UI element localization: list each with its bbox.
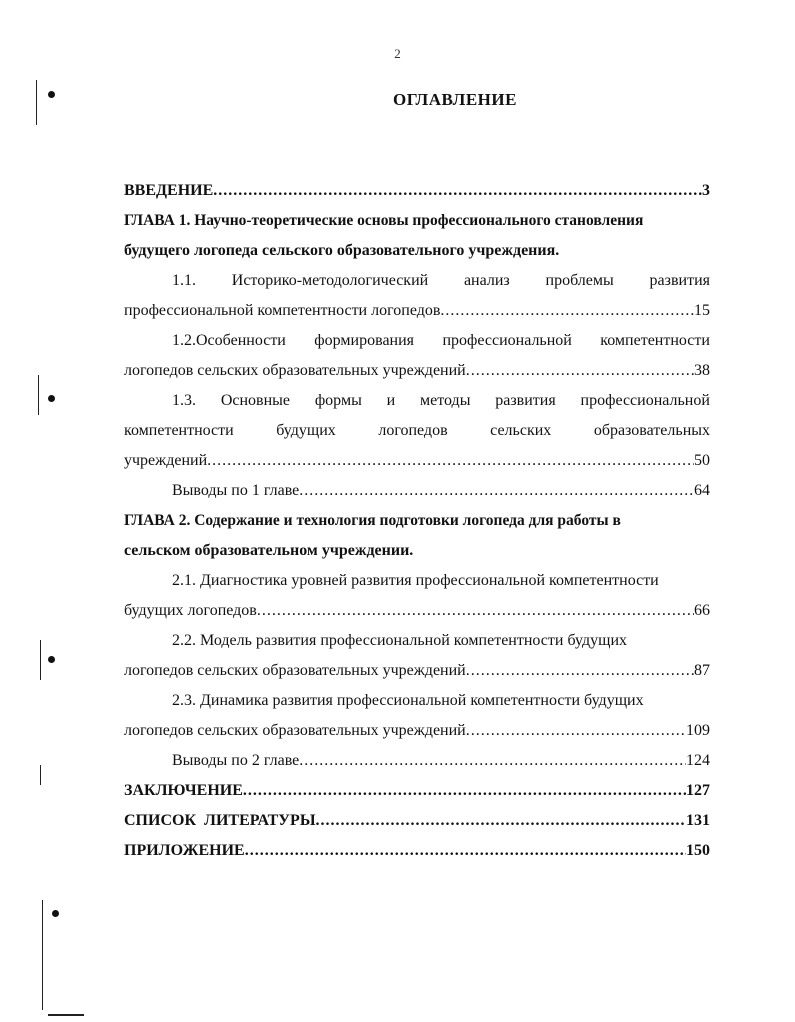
toc-section-1-3-line2[interactable]: компетентности будущих логопедов сельских образовательных — [124, 422, 710, 439]
margin-line — [40, 640, 41, 680]
binder-hole-mark — [48, 91, 55, 98]
margin-line — [42, 900, 43, 1010]
toc-section-2-3-line2[interactable]: логопедов сельских образовательных учреждений ..... 109 — [124, 716, 710, 746]
margin-line — [40, 765, 41, 785]
toc-section-1-2-line1[interactable]: 1.2.Особенности формирования профессиональной компетентности — [172, 332, 710, 349]
toc-chapter-2-line1[interactable]: ГЛАВА 2. Содержание и технология подготовки логопеда для работы в — [124, 512, 621, 529]
toc-entry-references[interactable]: СПИСОК ЛИТЕРАТУРЫ ..... 131 — [124, 806, 710, 836]
toc-entry-conclusion[interactable]: ЗАКЛЮЧЕНИЕ ..... 127 — [124, 776, 710, 806]
margin-line — [38, 375, 39, 415]
bottom-edge-mark — [48, 1014, 84, 1016]
binder-hole-mark — [48, 656, 55, 663]
toc-section-1-3-line1[interactable]: 1.3. Основные формы и методы развития профессиональной — [172, 392, 710, 409]
toc-conclusions-1[interactable]: Выводы по 1 главе ..... 64 — [124, 476, 710, 506]
toc-section-2-3-line1[interactable]: 2.3. Динамика развития профессиональной компетентности будущих — [172, 692, 644, 709]
toc-chapter-2-line2[interactable]: сельском образовательном учреждении. — [124, 542, 414, 559]
toc-chapter-1-line1[interactable]: ГЛАВА 1. Научно-теоретические основы профессионального становления — [124, 212, 644, 229]
toc-section-2-2-line1[interactable]: 2.2. Модель развития профессиональной компетентности будущих — [172, 632, 628, 649]
toc-section-1-3-line3[interactable]: учреждений ..... 50 — [124, 446, 710, 476]
toc-section-2-2-line2[interactable]: логопедов сельских образовательных учреждений ..... 87 — [124, 656, 710, 686]
toc-section-1-1-line2[interactable]: профессиональной компетентности логопедов ..... 15 — [124, 296, 710, 326]
toc-conclusions-2[interactable]: Выводы по 2 главе ..... 124 — [124, 746, 710, 776]
page-number: 2 — [394, 46, 401, 61]
toc-section-1-1-line1[interactable]: 1.1. Историко-методологический анализ проблемы развития — [172, 272, 710, 289]
toc-entry-appendix[interactable]: ПРИЛОЖЕНИЕ ..... 150 — [124, 836, 710, 866]
binder-hole-mark — [52, 910, 59, 917]
margin-line — [36, 80, 37, 125]
toc-section-2-1-line1[interactable]: 2.1. Диагностика уровней развития профессиональной компетентности — [172, 572, 659, 589]
toc-entry-intro[interactable]: ВВЕДЕНИЕ ..... 3 — [124, 176, 710, 206]
toc-chapter-1-line2[interactable]: будущего логопеда сельского образовательного учреждения. — [124, 242, 560, 259]
binder-hole-mark — [48, 395, 55, 402]
page-title: ОГЛАВЛЕНИЕ — [393, 90, 517, 109]
toc-section-1-2-line2[interactable]: логопедов сельских образовательных учреждений ..... 38 — [124, 356, 710, 386]
toc-section-2-1-line2[interactable]: будущих логопедов ..... 66 — [124, 596, 710, 626]
